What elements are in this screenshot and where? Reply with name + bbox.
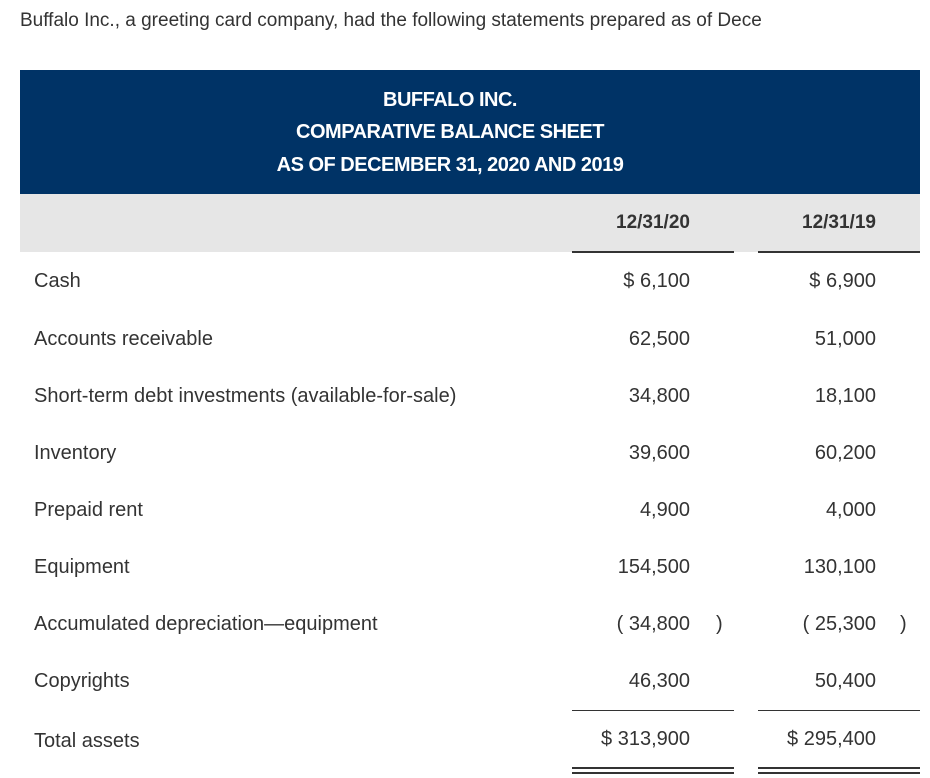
close-paren-2020: ) [716,613,723,635]
total-double-rule-top-2019 [758,767,920,769]
value-2020-accumulated-depreciation: ( 34,800 [616,613,690,635]
statement-title: COMPARATIVE BALANCE SHEET [296,121,604,143]
value-2019-accounts-receivable: 51,000 [814,328,876,350]
value-2019-equipment: 130,100 [803,556,876,578]
total-double-rule-bottom-2020 [572,772,734,774]
value-2020-accounts-receivable: 62,500 [628,328,690,350]
row-label-prepaid-rent: Prepaid rent [34,499,143,521]
total-double-rule-top-2020 [572,767,734,769]
row-label-short-term-investments: Short-term debt investments (available-for-sale) [34,385,457,407]
value-2019-inventory: 60,200 [814,442,876,464]
subtotal-rule-2020 [572,710,734,711]
total-double-rule-bottom-2019 [758,772,920,774]
value-2019-copyrights: 50,400 [814,670,876,692]
value-2019-total-assets: $ 295,400 [787,728,876,750]
value-2019-cash: $ 6,900 [809,270,876,292]
statement-period: AS OF DECEMBER 31, 2020 AND 2019 [276,154,624,176]
subtotal-rule-2019 [758,710,920,711]
row-label-accumulated-depreciation: Accumulated depreciation—equipment [34,613,378,635]
column-header-2019: 12/31/19 [802,212,876,233]
company-name: BUFFALO INC. [383,89,517,111]
row-label-accounts-receivable: Accounts receivable [34,328,213,350]
row-label-cash: Cash [34,270,81,292]
header-underline-2019 [758,251,920,253]
value-2020-total-assets: $ 313,900 [601,728,690,750]
row-label-equipment: Equipment [34,556,130,578]
intro-text: Buffalo Inc., a greeting card company, had the following statements prepared as of Dece [20,10,762,31]
header-underline-2020 [572,251,734,253]
value-2020-inventory: 39,600 [628,442,690,464]
row-label-inventory: Inventory [34,442,117,464]
value-2020-prepaid-rent: 4,900 [639,499,690,521]
value-2019-accumulated-depreciation: ( 25,300 [802,613,876,635]
close-paren-2019: ) [900,613,907,635]
row-label-total-assets: Total assets [34,730,140,752]
statement-header [20,70,920,194]
value-2019-short-term-investments: 18,100 [814,385,876,407]
value-2020-cash: $ 6,100 [623,270,690,292]
value-2020-short-term-investments: 34,800 [628,385,690,407]
value-2020-copyrights: 46,300 [628,670,690,692]
column-header-2020: 12/31/20 [616,212,690,233]
row-label-copyrights: Copyrights [34,670,130,692]
value-2020-equipment: 154,500 [617,556,690,578]
value-2019-prepaid-rent: 4,000 [825,499,876,521]
